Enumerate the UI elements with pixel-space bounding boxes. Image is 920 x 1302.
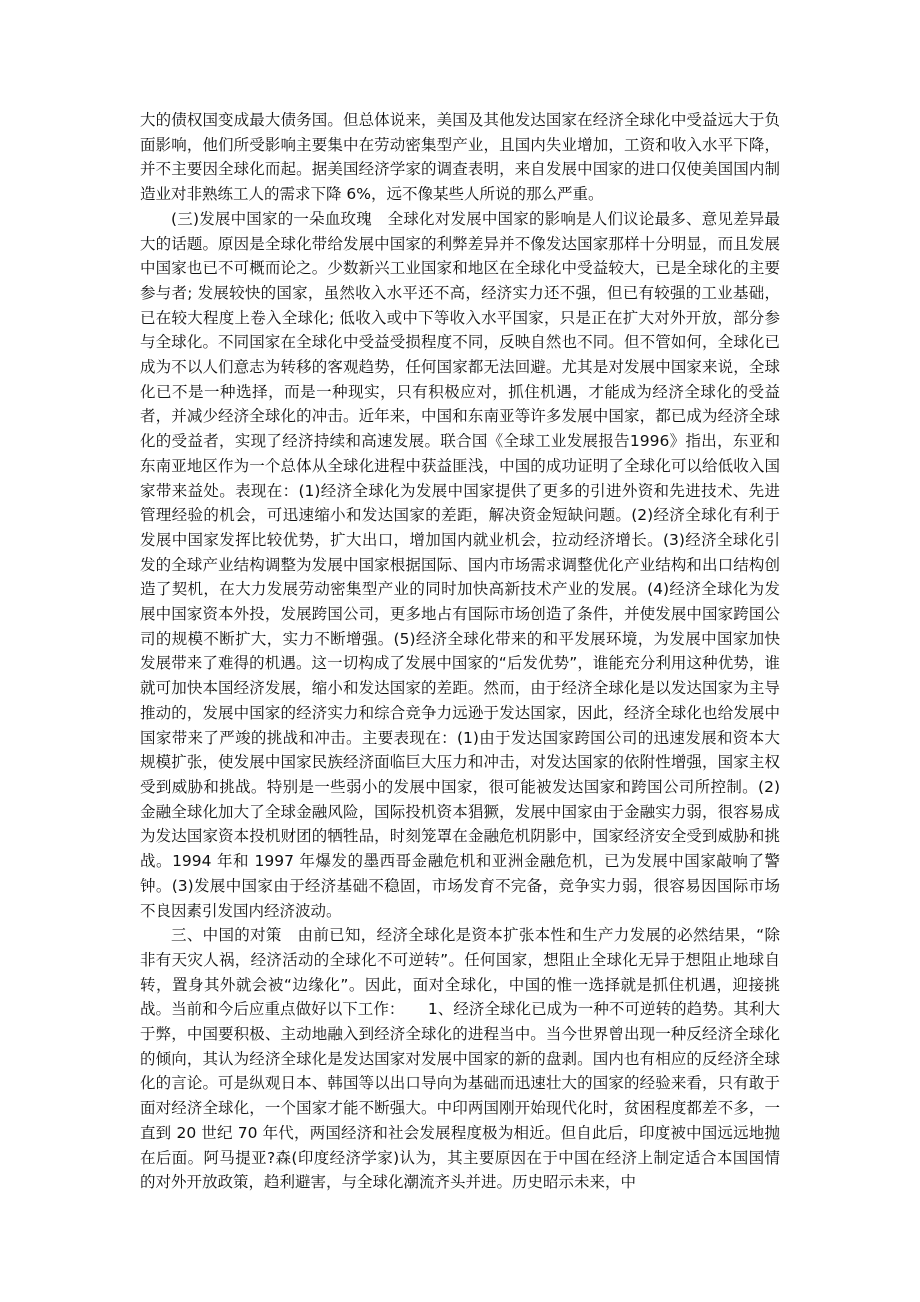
- paragraph-1: 大的债权国变成最大债务国。但总体说来，美国及其他发达国家在经济全球化中受益远大于负面影响，他们所受影响主要集中在劳动密集型产业，且国内失业增加，工资和收入水平下降，并不主要因全球化而起。据美国经济学家的调查表明，来自发展中国家的进口仅使美国国内制造业对非熟练工人的需求下降 6%，远不像某些人所说的那么严重。: [140, 111, 780, 204]
- document-body: [140, 108, 780, 1195]
- paragraph-2: (三)发展中国家的一朵血玫瑰 全球化对发展中国家的影响是人们议论最多、意见差异最大的话题。原因是全球化带给发展中国家的利弊差异并不像发达国家那样十分明显，而且发展中国家也已不可概而论之。少数新兴工业国家和地区在全球化中受益较大，已是全球化的主要参与者; 发展较快的国家，虽然收入水平还不高，经济实力还不强，但已有较强的工业基础，已在较大程度上卷入全球化; 低收入或中下等收入水平国家，只是正在扩大对外开放，部分参与全球化。不同国家在全球化中受益受损程度不同，反映自然也不同。但不管如何，全球化已成为不以人们意志为转移的客观趋势，任何国家都无法回避。尤其是对发展中国家来说，全球化已不是一种选择，而是一种现实，只有积极应对，抓住机遇，才能成为经济全球化的受益者，并减少经济全球化的冲击。近年来，中国和东南亚等许多发展中国家，都已成为经济全球化的受益者，实现了经济持续和高速发展。联合国《全球工业发展报告1996》指出，东亚和东南亚地区作为一个总体从全球化进程中获益匪浅，中国的成功证明了全球化可以给低收入国家带来益处。表现在：(1)经济全球化为发展中国家提供了更多的引进外资和先进技术、先进管理经验的机会，可迅速缩小和发达国家的差距，解决资金短缺问题。(2)经济全球化有利于发展中国家发挥比较优势，扩大出口，增加国内就业机会，拉动经济增长。(3)经济全球化引发的全球产业结构调整为发展中国家根据国际、国内市场需求调整优化产业结构和出口结构创造了契机，在大力发展劳动密集型产业的同时加快高新技术产业的发展。(4)经济全球化为发展中国家资本外投，发展跨国公司，更多地占有国际市场创造了条件，并使发展中国家跨国公司的规模不断扩大，实力不断增强。(5)经济全球化带来的和平发展环境，为发展中国家加快发展带来了难得的机遇。这一切构成了发展中国家的“后发优势”，谁能充分利用这种优势，谁就可加快本国经济发展，缩小和发达国家的差距。然而，由于经济全球化是以发达国家为主导推动的，发展中国家的经济实力和综合竞争力远逊于发达国家，因此，经济全球化也给发展中国家带来了严竣的挑战和冲击。主要表现在：(1)由于发达国家跨国公司的迅速发展和资本大规模扩张，使发展中国家民族经济面临巨大压力和冲击，对发达国家的依附性增强，国家主权受到威胁和挑战。特别是一些弱小的发展中国家，很可能被发达国家和跨国公司所控制。(2)金融全球化加大了全球金融风险，国际投机资本猖獗，发展中国家由于金融实力弱，很容易成为发达国家资本投机财团的牺牲品，时刻笼罩在金融危机阴影中，国家经济安全受到威胁和挑战。1994 年和 1997 年爆发的墨西哥金融危机和亚洲金融危机，已为发展中国家敲响了警钟。(3)发展中国家由于经济基础不稳固，市场发育不完备，竞争实力弱，很容易因国际市场不良因素引发国内经济波动。: [140, 209, 780, 920]
- paragraph-3: 三、中国的对策 由前已知，经济全球化是资本扩张本性和生产力发展的必然结果，“除非有天灾人祸，经济活动的全球化不可逆转”。任何国家，想阻止全球化无异于想阻止地球自转，置身其外就会被“边缘化”。因此，面对全球化，中国的惟一选择就是抓住机遇，迎接挑战。当前和今后应重点做好以下工作： 1、经济全球化已成为一种不可逆转的趋势。其利大于弊，中国要积极、主动地融入到经济全球化的进程当中。当今世界曾出现一种反经济全球化的倾向，其认为经济全球化是发达国家对发展中国家的新的盘剥。国内也有相应的反经济全球化的言论。可是纵观日本、韩国等以出口导向为基础而迅速壮大的国家的经验来看，只有敢于面对经济全球化，一个国家才能不断强大。中印两国刚开始现代化时，贫困程度都差不多，一直到 20 世纪 70 年代，两国经济和社会发展程度极为相近。但自此后，印度被中国远远地抛在后面。阿马提亚?森(印度经济学家)认为，其主要原因在于中国在经济上制定适合本国国情的对外开放政策，趋利避害，与全球化潮流齐头并进。历史昭示未来，中: [140, 926, 780, 1192]
